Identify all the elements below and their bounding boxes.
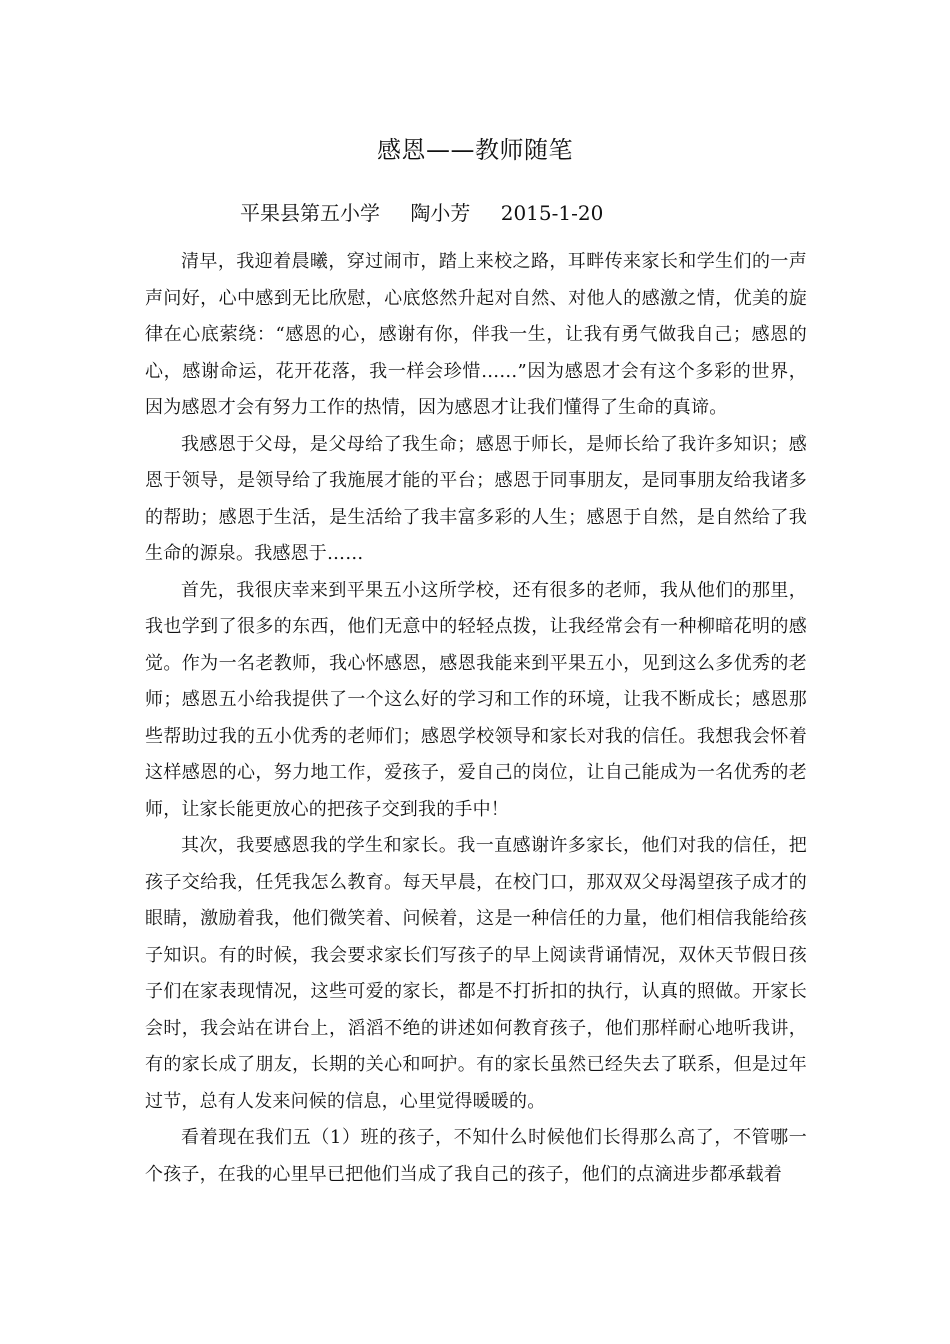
byline-school: 平果县第五小学: [240, 201, 380, 225]
paragraph-4: 其次，我要感恩我的学生和家长。我一直感谢许多家长，他们对我的信任，把孩子交给我，任凭我怎么教育。每天早晨，在校门口，那双双父母渴望孩子成才的眼睛，激励着我，他们微笑着、问候着，这是一种信任的力量，他们相信我能给孩子知识。有的时候，我会要求家长们写孩子的早上阅读背诵情况，双休天节假日孩子们在家表现情况，这些可爱的家长，都是不打折扣的执行，认真的照做。开家长会时，我会站在讲台上，滔滔不绝的讲述如何教育孩子，他们那样耐心地听我讲，有的家长成了朋友，长期的关心和呵护。有的家长虽然已经失去了联系，但是过年过节，总有人发来问候的信息，心里觉得暖暖的。: [145, 835, 807, 1112]
paragraph-1: 清早，我迎着晨曦，穿过闹市，踏上来校之路，耳畔传来家长和学生们的一声声问好，心中感到无比欣慰，心底悠然升起对自然、对他人的感激之情，优美的旋律在心底萦绕：“感恩的心，感谢有你，伴我一生，让我有勇气做我自己；感恩的心，感谢命运，花开花落，我一样会珍惜……”因为感恩才会有这个多彩的世界，因为感恩才会有努力工作的热情，因为感恩才让我们懂得了生命的真谛。: [145, 251, 807, 418]
document-title: 感恩——教师随笔: [377, 136, 573, 164]
paragraph-5: 看着现在我们五（1）班的孩子，不知什么时候他们长得那么高了，不管哪一个孩子，在我的心里早已把他们当成了我自己的孩子，他们的点滴进步都承载着: [145, 1127, 807, 1185]
byline: [240, 198, 603, 228]
byline-author: 陶小芳: [410, 201, 471, 225]
paragraph-3: 首先，我很庆幸来到平果五小这所学校，还有很多的老师，我从他们的那里，我也学到了很多的东西，他们无意中的轻轻点拨，让我经常会有一种柳暗花明的感觉。作为一名老教师，我心怀感恩，感恩我能来到平果五小，见到这么多优秀的老师；感恩五小给我提供了一个这么好的学习和工作的环境，让我不断成长；感恩那些帮助过我的五小优秀的老师们；感恩学校领导和家长对我的信任。我想我会怀着这样感恩的心，努力地工作，爱孩子，爱自己的岗位，让自己能成为一名优秀的老师，让家长能更放心的把孩子交到我的手中！: [145, 579, 807, 820]
byline-date: 2015-1-20: [500, 201, 604, 225]
paragraph-2: 我感恩于父母，是父母给了我生命；感恩于师长，是师长给了我许多知识；感恩于领导，是领导给了我施展才能的平台；感恩于同事朋友，是同事朋友给我诸多的帮助；感恩于生活，是生活给了我丰富多彩的人生；感恩于自然，是自然给了我生命的源泉。我感恩于……: [145, 433, 807, 564]
document-body: [145, 244, 807, 1193]
